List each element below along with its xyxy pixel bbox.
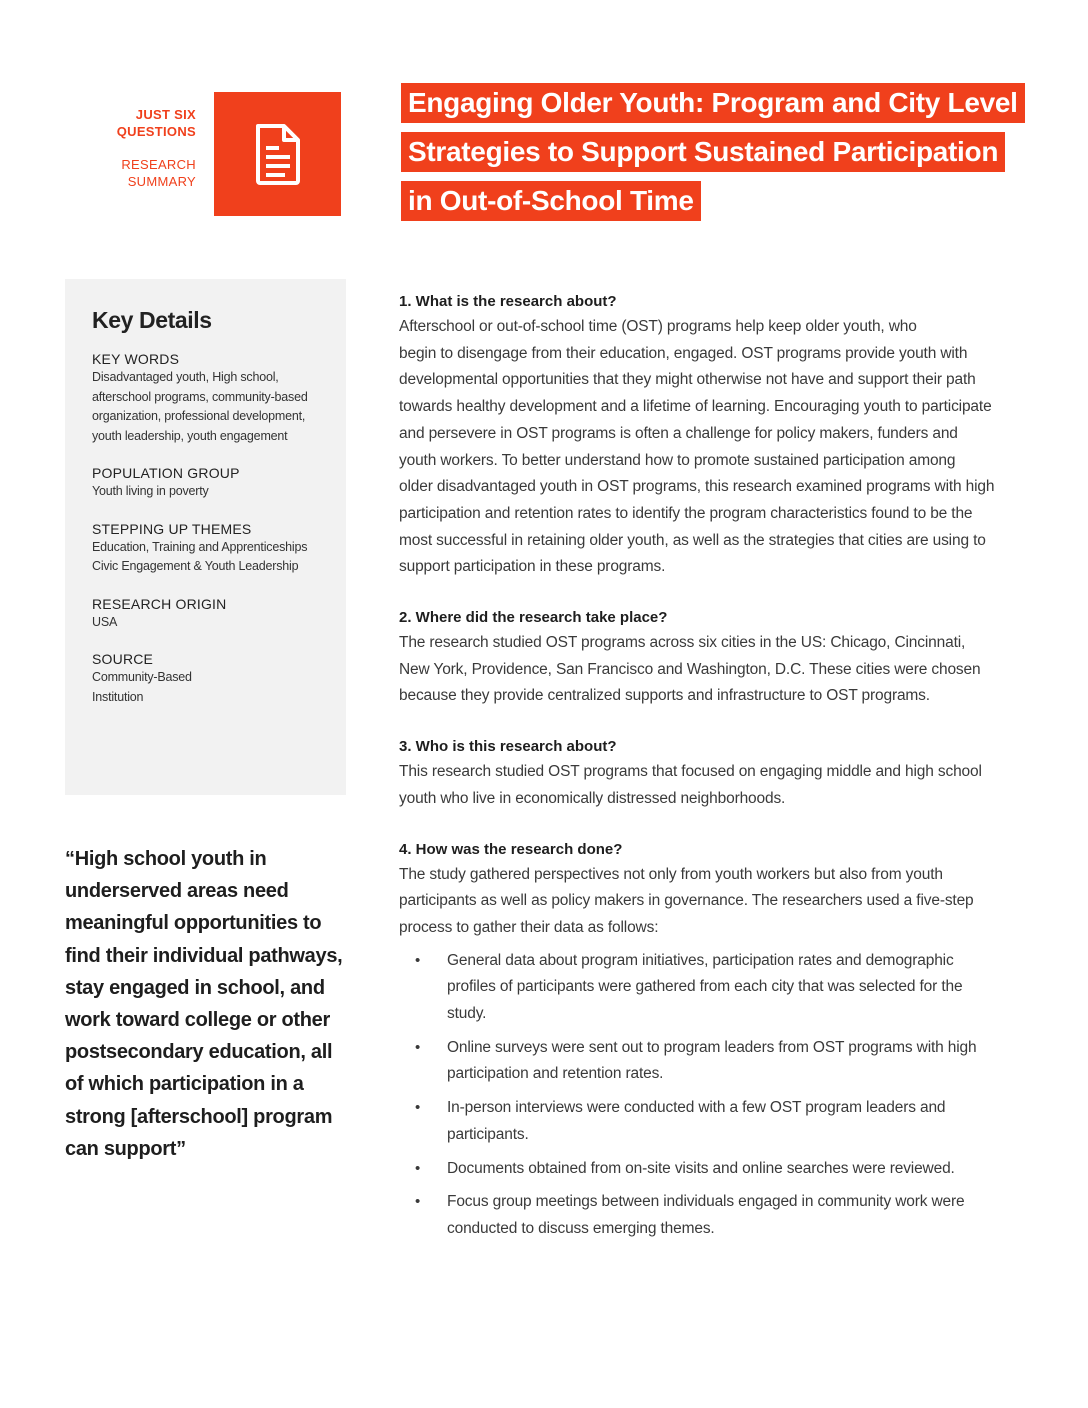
question-body [399, 314, 1011, 581]
key-detail-line: Civic Engagement & Youth Leadership [92, 559, 299, 573]
body-line: begin to disengage from their education, engaged. OST programs provide youth with [399, 344, 968, 362]
key-detail-value [92, 538, 320, 577]
body-line: older disadvantaged youth in OST programs, this research examined programs with high [399, 478, 995, 496]
key-detail-label: KEY WORDS [92, 351, 180, 367]
main-content [399, 290, 1011, 1250]
key-details-heading: Key Details [92, 307, 212, 333]
quote-line: strong [afterschool] program [65, 1105, 333, 1128]
key-detail-label: POPULATION GROUP [92, 465, 240, 481]
body-line: Afterschool or out-of-school time (OST) programs help keep older youth, who [399, 318, 917, 335]
brand-line: SUMMARY [127, 174, 196, 189]
body-line: support participation in these programs. [399, 558, 666, 576]
document-icon [254, 123, 302, 185]
question-body [399, 862, 1011, 942]
title-line: Strategies to Support Sustained Participation [401, 132, 1005, 172]
bullet-line: In-person interviews were conducted with a few OST program leaders and [447, 1099, 946, 1117]
bullet-icon: • [415, 1159, 421, 1177]
method-list-item [399, 1189, 1011, 1242]
question-section [399, 290, 1011, 581]
quote-line: meaningful opportunities to [65, 912, 322, 935]
body-line: and persevere in OST programs is often a challenge for policy makers, funders and [399, 424, 958, 442]
question-heading: 2. Where did the research take place? [399, 609, 668, 627]
key-detail-line: Institution [92, 689, 144, 704]
method-list-item [399, 1095, 1011, 1148]
bullet-icon: • [415, 1038, 421, 1056]
question-heading: 1. What is the research about? [399, 293, 617, 310]
method-list-item [399, 1156, 1011, 1183]
brand-label [96, 106, 196, 190]
method-list [399, 948, 1011, 1243]
key-detail-value [92, 368, 320, 446]
question-body [399, 630, 1011, 710]
question-section [399, 735, 1011, 812]
bullet-line: Online surveys were sent out to program leaders from OST programs with high [447, 1038, 977, 1056]
key-detail-label: STEPPING UP THEMES [92, 520, 252, 537]
quote-line: of which participation in a [65, 1073, 304, 1096]
key-detail-line: afterschool programs, community-based [92, 389, 308, 404]
body-line: towards healthy development and a lifetime of learning. Encouraging youth to participate [399, 398, 992, 416]
key-detail-value [92, 668, 320, 707]
bullet-line: profiles of participants were gathered from each city that was selected for the [447, 978, 963, 996]
brand-label-strong [96, 106, 196, 140]
body-line: The study gathered perspectives not only from youth workers but also from youth [399, 865, 943, 883]
brand-logo-box [214, 92, 341, 216]
body-line: New York, Providence, San Francisco and Washington, D.C. These cities were chosen [399, 660, 981, 678]
body-line: The research studied OST programs across six cities in the US: Chicago, Cincinnati, [399, 634, 966, 652]
brand-line: JUST SIX [135, 107, 196, 122]
key-detail-line: Disadvantaged youth, High school, [92, 370, 279, 384]
method-list-item [399, 948, 1011, 1028]
quote-line: postsecondary education, all [65, 1041, 333, 1064]
key-details-sections [92, 350, 320, 707]
body-line: process to gather their data as follows: [399, 918, 659, 936]
body-line: participation and retention rates to identify the program characteristics found to be the [399, 504, 973, 522]
body-line: This research studied OST programs that focused on engaging middle and high school [399, 763, 982, 781]
bullet-line: Focus group meetings between individuals engaged in community work were [447, 1193, 965, 1211]
key-detail-line: organization, professional development, [92, 409, 306, 423]
body-line: youth who live in economically distressed neighborhoods. [399, 789, 786, 807]
title-line: Engaging Older Youth: Program and City Level [401, 83, 1025, 123]
key-detail-line: youth leadership, youth engagement [92, 428, 288, 443]
quote-line: can support” [65, 1137, 186, 1160]
pull-quote [65, 843, 355, 1165]
key-detail-line: USA [92, 614, 118, 629]
key-detail-value [92, 482, 320, 502]
question-section [399, 838, 1011, 1243]
key-detail-line: Youth living in poverty [92, 484, 209, 498]
key-detail-label: RESEARCH ORIGIN [92, 595, 227, 612]
bullet-line: study. [447, 1005, 487, 1023]
quote-line: work toward college or other [65, 1009, 330, 1032]
bullet-icon: • [415, 1193, 421, 1211]
quote-line: find their individual pathways, [65, 944, 343, 967]
brand-label-light [96, 156, 196, 190]
body-line: because they provide centralized supports and infrastructure to OST programs. [399, 687, 930, 705]
question-heading: 3. Who is this research about? [399, 738, 617, 756]
question-section [399, 606, 1011, 710]
quote-line: underserved areas need [65, 880, 289, 903]
title-line: in Out-of-School Time [401, 181, 701, 221]
key-details-panel [65, 279, 346, 795]
page-title [401, 83, 1025, 230]
body-line: youth workers. To better understand how to promote sustained participation among [399, 451, 956, 469]
key-detail-line: Education, Training and Apprenticeships [92, 539, 308, 554]
question-heading: 4. How was the research done? [399, 840, 623, 858]
brand-line: RESEARCH [121, 157, 196, 172]
body-line: participants as well as policy makers in governance. The researchers used a five-step [399, 892, 974, 910]
quote-line: stay engaged in school, and [65, 976, 325, 999]
bullet-icon: • [415, 951, 421, 969]
bullet-icon: • [415, 1099, 421, 1117]
key-detail-value [92, 613, 320, 633]
key-detail-label: SOURCE [92, 651, 154, 667]
body-line: developmental opportunities that they might otherwise not have and support their path [399, 371, 976, 389]
bullet-line: General data about program initiatives, participation rates and demographic [447, 951, 954, 969]
quote-line: “High school youth in [65, 848, 267, 870]
bullet-line: participation and retention rates. [447, 1065, 664, 1083]
bullet-line: conducted to discuss emerging themes. [447, 1219, 715, 1237]
body-line: most successful in retaining older youth, as well as the strategies that cities are using to [399, 531, 986, 549]
brand-line: QUESTIONS [116, 124, 196, 139]
bullet-line: Documents obtained from on-site visits and online searches were reviewed. [447, 1159, 955, 1177]
bullet-line: participants. [447, 1125, 529, 1143]
question-body [399, 759, 1011, 812]
method-list-item [399, 1035, 1011, 1088]
key-detail-line: Community-Based [92, 670, 192, 684]
